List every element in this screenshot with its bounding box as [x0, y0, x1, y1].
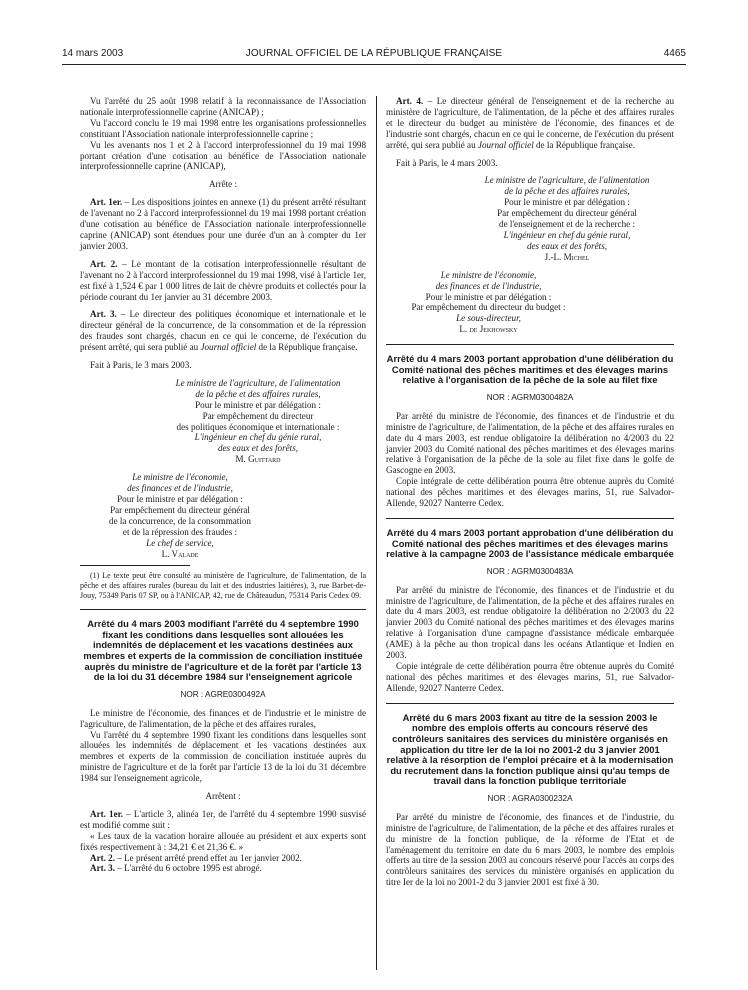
signatory-title: Le ministre de l'agriculture, de l'alimentation: [175, 377, 341, 388]
article-4: [386, 96, 674, 151]
signatory-title: Le chef de service,: [146, 537, 214, 548]
arrete-heading: Arrêtent :: [205, 791, 241, 802]
article-text: – Le directeur général de l'enseignement et de la recherche au ministère de l'agriculture, de l'alimentation, de la pêche et des affaires rurales et le directeur du budget au ministère de l'économie, des finances et de l'industrie sont chargés, chacun en ce qui le concerne, de l'exécution du présent arrêté, qui sera publié au: [386, 96, 674, 150]
signatory-title: des finances et de l'industrie,: [127, 483, 233, 494]
visa-paragraph: Vu l'arrêté du 4 septembre 1990 fixant les conditions dans lesquelles sont allouées les indemnités de déplacement et les vacations destinées aux membres et experts de la commission de conciliation instituée auprès du ministre de l'agriculture et de la forêt par l'article 13 de la loi du 31 décembre 1984 sur l'enseignement agricole,: [80, 729, 366, 784]
fait-date: Fait à Paris, le 4 mars 2003.: [396, 157, 498, 168]
section-separator: [386, 703, 674, 704]
visa-paragraph: Vu l'arrêté du 25 août 1998 relatif à la reconnaissance de l'Association nationale interprofessionnelle caprine (ANICAP) ;: [80, 96, 366, 117]
nor-reference: NOR : AGRM0300482A: [486, 392, 574, 402]
arrete-heading: Arrête :: [208, 179, 238, 190]
nor-reference: NOR : AGRA0300232A: [487, 793, 573, 803]
signatory-name: L. Valade: [161, 548, 199, 559]
section-separator: [80, 609, 366, 610]
article-text: de la République française.: [256, 342, 358, 353]
article-label: Art. 3.: [90, 309, 117, 320]
decree-title: Arrêté du 4 mars 2003 portant approbation d'une délibération du Comité national des pêches maritimes et des élevages marins relative à la campagne 2003 de l'assistance médicale embarquée: [386, 526, 674, 560]
delegation-line: Pour le ministre et par délégation :: [117, 494, 243, 504]
delegation-line: Pour le ministre et par délégation :: [504, 197, 630, 208]
delegation-line: Pour le ministre et par délégation :: [195, 399, 321, 410]
article-text: – L'article 3, alinéa 1er, de l'arrêté du 4 septembre 1990 susvisé est modifié comme suit :: [80, 808, 366, 830]
article-text: – Le directeur des politiques économique et internationale et le directeur général de la concurrence, de la consommation et de la répression des fraudes sont chargés, chacun en ce qui le concerne, de l'exécution du présent arrêté, qui sera publié au: [80, 309, 366, 353]
article-2: [80, 853, 366, 864]
delegation-line: Pour le ministre et par délégation :: [425, 291, 552, 302]
signatory-title: de la pêche et des affaires rurales,: [195, 388, 321, 399]
signatory-title: de la pêche et des affaires rurales,: [504, 186, 630, 197]
body-paragraph: Copie intégrale de cette délibération pourra être obtenue auprès du Comité national des pêches maritimes et des élevages marins, 51, rue Salvador-Allende, 92027 Nanterre Cedex.: [386, 661, 674, 693]
right-column: [386, 96, 674, 888]
left-column: [80, 96, 366, 874]
article-label: Art. 2.: [90, 852, 115, 863]
footnote: (1) Le texte peut être consulté au ministère de l'agriculture, de l'alimentation, de la pêche et des affaires rurales (bureau du lait et des industries laitières), 3, rue Barbet-de-Jouy, 75349 Paris 07 SP, ou à l'ANICAP, 42, rue de Châteaudun, 75314 Paris Cedex 09.: [80, 571, 366, 600]
signature-block: [150, 378, 366, 465]
article-2: [80, 259, 366, 303]
journal-officiel-ref: Journal officiel: [477, 139, 534, 150]
footnote-rule: [80, 565, 190, 566]
signatory-title: L'ingénieur en chef du génie rural,: [194, 432, 322, 443]
signature-block: [386, 270, 591, 335]
header-journal-title: JOURNAL OFFICIEL DE LA RÉPUBLIQUE FRANÇAISE: [245, 48, 503, 59]
signatory-title: des eaux et des forêts,: [217, 443, 299, 454]
signatory-name: J.-L. Michel: [544, 251, 590, 262]
signatory-title: Le sous-directeur,: [456, 313, 521, 324]
body-paragraph: Par arrêté du ministre de l'économie, des finances et de l'industrie et du ministre de l'agriculture, de l'alimentation, de la pêche et des affaires rurales en date du 4 mars 2003, est rendue obligatoire la délibération no 4/2003 du 22 janvier 2003 du Comité national des pêches maritimes et des élevages marins relative à l'organisation de la pêche de la sole au filet fixe dans le golfe de Gascogne en 2003.: [386, 410, 674, 476]
article-text: – Les dispositions jointes en annexe (1) du présent arrêté résultant de l'avenant no 2 à l'accord interprofessionnel du 19 mai 1998 portant création d'une cotisation au bénéfice de l'Association nationale interprofessionnelle caprine (ANICAP) sont étendues pour une durée d'un an à compter du 1er janvier 2003.: [80, 197, 366, 251]
article-1: [80, 197, 366, 252]
signature-block: [80, 472, 280, 559]
journal-officiel-ref: Journal officiel: [200, 342, 257, 353]
article-3: [80, 863, 366, 874]
delegation-line: Par empêchement du directeur général: [110, 504, 250, 515]
article-text: – Le présent arrêté prend effet au 1er janvier 2002.: [115, 852, 302, 863]
header-rule: [62, 64, 686, 65]
nor-reference: NOR : AGRE0300492A: [180, 689, 266, 699]
section-separator: [386, 344, 674, 345]
fait-date: Fait à Paris, le 3 mars 2003.: [90, 360, 192, 371]
header-page-number: 4465: [663, 48, 686, 59]
visa-paragraph: Vu l'accord conclu le 19 mai 1998 entre les organisations professionnelles constituant l'Association nationale interprofessionnelle caprine ;: [80, 117, 366, 139]
signatory-title: des finances et de l'industrie,: [435, 280, 542, 291]
article-1: [80, 809, 366, 831]
signatory-title: Le ministre de l'économie,: [440, 269, 537, 280]
body-paragraph: Copie intégrale de cette délibération pourra être obtenue auprès du Comité national des pêches maritimes et des élevages marins, 51, rue Salvador-Allende, 92027 Nanterre Cedex.: [386, 476, 674, 509]
delegation-line: de la concurrence, de la consommation: [109, 515, 251, 526]
article-label: Art. 3.: [90, 863, 115, 874]
nor-reference: NOR : AGRM0300483A: [486, 566, 574, 576]
quoted-text: « Les taux de la vacation horaire allouée au président et aux experts sont fixés respectivement à : 34,21 € et 21,36 €. »: [80, 830, 366, 852]
decree-title: Arrêté du 4 mars 2003 modifiant l'arrêté du 4 septembre 1990 fixant les conditions dans lesquelles sont allouées les indemnités de déplacement et les vacations destinées aux membres et experts de la commission de conciliation instituée auprès du ministre de l'agriculture et de la forêt par l'article 13 de la loi du 31 décembre 1984 sur l'enseignement agricole: [83, 618, 363, 683]
signatory-title: Le ministre de l'agriculture, de l'alimentation: [484, 175, 650, 186]
article-label: Art. 4.: [396, 96, 424, 106]
article-text: de la République française.: [533, 139, 635, 150]
header-date: 14 mars 2003: [62, 48, 124, 59]
signatory-name: M. Guittard: [235, 454, 281, 465]
body-paragraph: Par arrêté du ministre de l'économie, des finances et de l'industrie, du ministre de l'agriculture, de l'alimentation, de la pêche et des affaires rurales et du ministre de la fonction publique, de la réforme de l'Etat et de l'aménagement du territoire en date du 6 mars 2003, le nombre des emplois offerts au titre de la session 2003 au concours réservé pour l'accès au corps des contrôleurs sanitaires des services du ministère organisés en application du titre Ier de la loi no 2001-2 du 3 janvier 2001 est fixé à 30.: [386, 811, 674, 888]
page-header: [62, 48, 686, 62]
signature-block: [460, 175, 674, 262]
visa-paragraph: Vu les avenants nos 1 et 2 à l'accord interprofessionnel du 19 mai 1998 portant création d'une cotisation au bénéfice de l'Association nationale interprofessionnelle caprine (ANICAP),: [80, 139, 366, 172]
article-label: Art. 1er.: [90, 197, 123, 208]
article-3: [80, 309, 366, 353]
decree-title: Arrêté du 4 mars 2003 portant approbation d'une délibération du Comité national des pêches maritimes et des élevages marins relative à l'organisation de la pêche de la sole au filet fixe: [386, 353, 674, 386]
article-text: – Le montant de la cotisation interprofessionnelle résultant de l'avenant no 2 à l'accord interprofessionnel du 19 mai 1998, visé à l'article 1er, est fixé à 1,524 € par 1 000 litres de lait de chèvre produits et collectés pour la période courant du 1er janvier au 31 décembre 2003.: [80, 258, 367, 302]
delegation-line: de l'enseignement et de la recherche :: [499, 219, 635, 230]
body-paragraph: Par arrêté du ministre de l'économie, des finances et de l'industrie et du ministre de l'agriculture, de l'alimentation, de la pêche et des affaires rurales en date du 4 mars 2003, est rendue obligatoire la délibération no 2/2003 du 22 janvier 2003 du Comité national des pêches maritimes et des élevages marins relative à l'organisation d'une campagne d'assistance médicale embarquée (AME) à la pêche au thon tropical dans les océans Atlantique et Indien en 2003.: [386, 584, 674, 661]
delegation-line: Par empêchement du directeur: [202, 410, 314, 421]
column-divider: [376, 96, 377, 970]
signatory-title: des eaux et des forêts,: [526, 240, 608, 251]
signatory-title: Le ministre de l'économie,: [132, 472, 228, 483]
delegation-line: et de la répression des fraudes :: [122, 526, 238, 537]
signatory-title: L'ingénieur en chef du génie rural,: [503, 229, 631, 240]
article-text: – L'arrêté du 6 octobre 1995 est abrogé.: [115, 863, 262, 874]
section-separator: [386, 518, 674, 519]
article-label: Art. 2.: [90, 258, 118, 269]
signatory-name: L. de Jekhowsky: [459, 324, 518, 335]
decree-title: Arrêté du 6 mars 2003 fixant au titre de la session 2003 le nombre des emplois offerts au concours réservé des contrôleurs sanitaires des services du ministère organisés en application du titre Ier de la loi no 2001-2 du 3 janvier 2001 relative à la résorption de l'emploi précaire et à la modernisation du recrutement dans la fonction publique ainsi qu'au temps de travail dans la fonction publique territoriale: [386, 711, 674, 787]
delegation-line: des politiques économique et internationale :: [176, 421, 340, 432]
delegation-line: Par empêchement du directeur général: [497, 208, 637, 219]
delegation-line: Par empêchement du directeur du budget :: [411, 302, 566, 313]
article-label: Art. 1er.: [90, 808, 124, 819]
body-paragraph: Le ministre de l'économie, des finances et de l'industrie et le ministre de l'agriculture, de l'alimentation, de la pêche et des affaires rurales,: [80, 707, 366, 729]
